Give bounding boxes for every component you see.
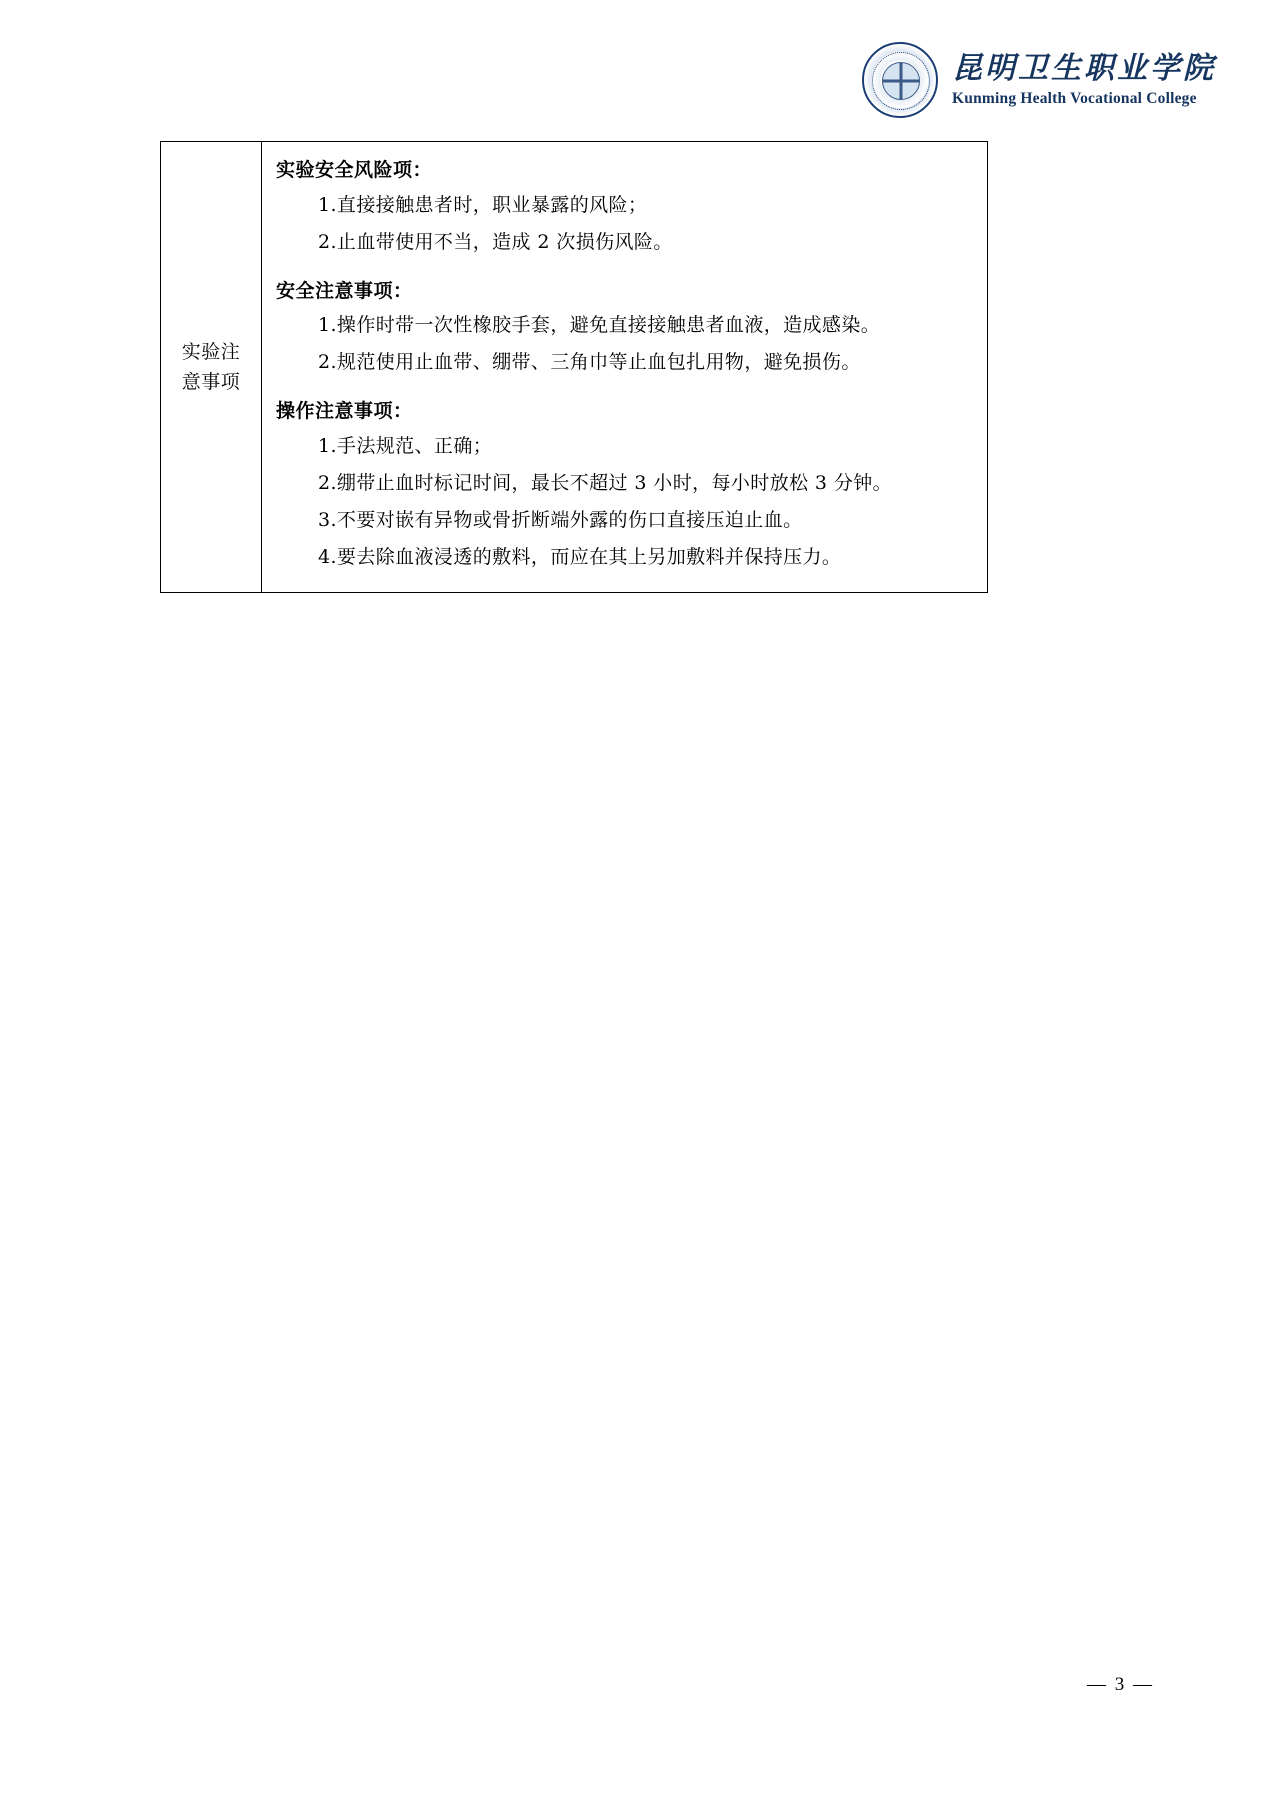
row-label-line-1: 实验注 bbox=[181, 340, 241, 363]
list-item: 1.直接接触患者时，职业暴露的风险； bbox=[318, 193, 648, 216]
document-header bbox=[862, 42, 1216, 118]
college-name-cn: 昆明卫生职业学院 bbox=[952, 50, 1216, 86]
spacer bbox=[276, 261, 971, 271]
table-row bbox=[161, 142, 988, 593]
list-item: 1.手法规范、正确； bbox=[318, 434, 493, 457]
list-item: 2.绷带止血时标记时间，最长不超过 3 小时，每小时放松 3 分钟。 bbox=[318, 471, 893, 494]
experiment-notes-table bbox=[160, 141, 988, 593]
list-item: 1.操作时带一次性橡胶手套，避免直接接触患者血液，造成感染。 bbox=[318, 314, 881, 337]
list-item: 4.要去除血液浸透的敷料，而应在其上另加敷料并保持压力。 bbox=[318, 545, 842, 568]
row-label-cell bbox=[161, 142, 262, 593]
row-content-cell bbox=[262, 142, 988, 593]
page-number: — 3 — bbox=[1087, 1674, 1154, 1695]
college-name-en: Kunming Health Vocational College bbox=[952, 90, 1197, 108]
list-item: 2.规范使用止血带、绷带、三角巾等止血包扎用物，避免损伤。 bbox=[318, 351, 861, 374]
college-name-block bbox=[952, 52, 1216, 109]
section-list-risk bbox=[276, 187, 971, 261]
list-item: 3.不要对嵌有异物或骨折断端外露的伤口直接压迫止血。 bbox=[318, 508, 803, 531]
section-list-safety bbox=[276, 307, 971, 381]
section-title-risk: 实验安全风险项： bbox=[276, 159, 433, 181]
section-list-operation bbox=[276, 428, 971, 576]
spacer bbox=[276, 381, 971, 391]
section-title-safety: 安全注意事项： bbox=[276, 279, 413, 302]
row-label-line-2: 意事项 bbox=[181, 370, 241, 393]
section-title-operation: 操作注意事项： bbox=[276, 400, 413, 423]
list-item: 2.止血带使用不当，造成 2 次损伤风险。 bbox=[318, 230, 673, 253]
college-seal-icon bbox=[862, 42, 938, 118]
